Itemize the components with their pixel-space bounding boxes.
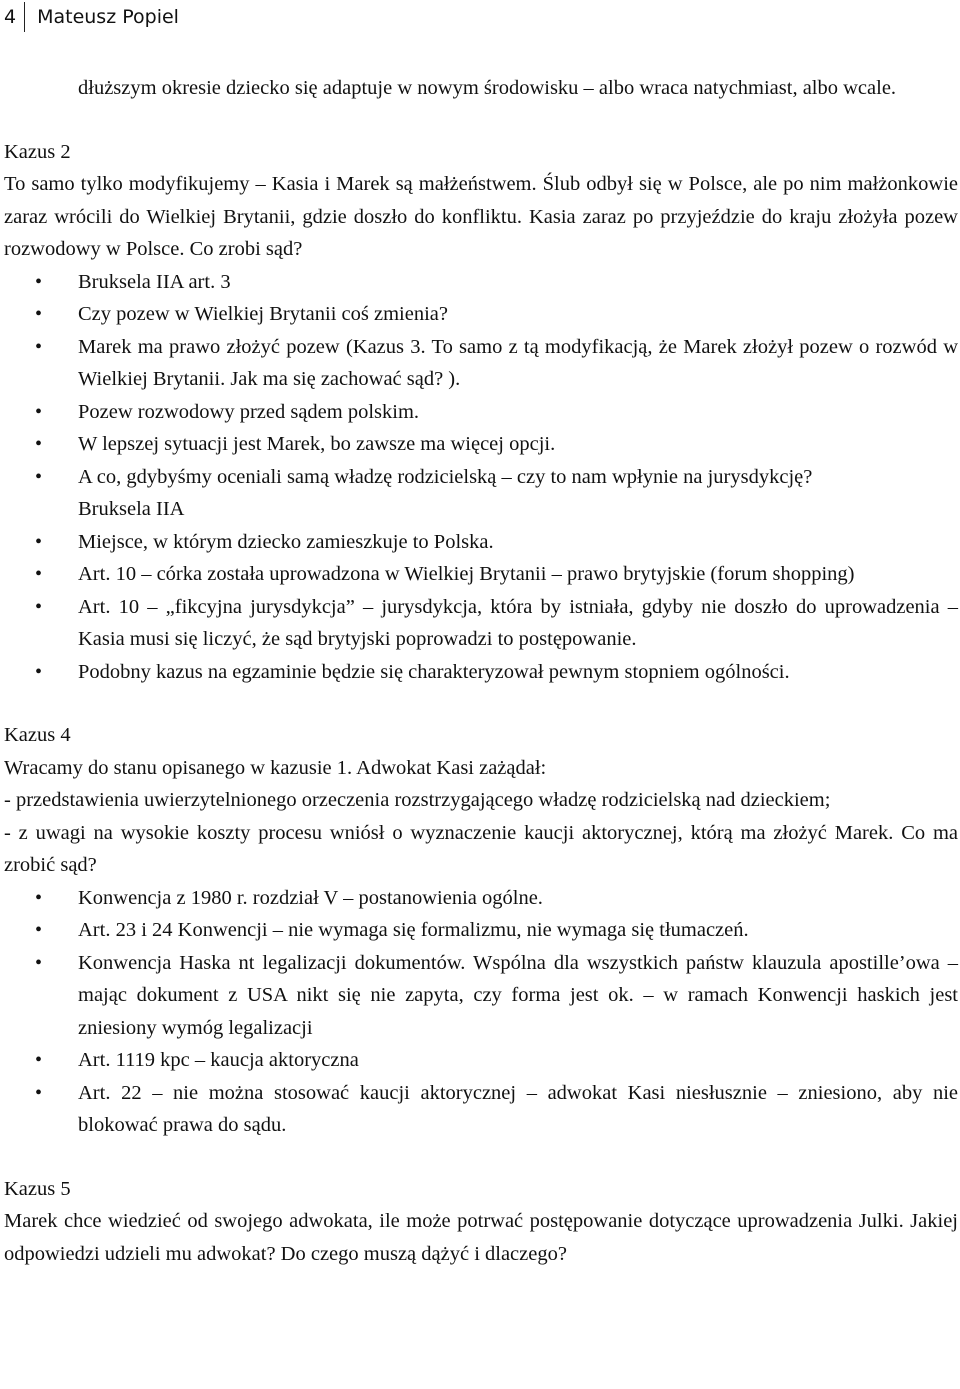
list-item: • Konwencja z 1980 r. rozdział V – postanowienia ogólne. — [4, 882, 958, 915]
list-item: • Art. 23 i 24 Konwencji – nie wymaga się formalizmu, nie wymaga się tłumaczeń. — [4, 914, 958, 947]
list-item: • Konwencja Haska nt legalizacji dokumentów. Wspólna dla wszystkich państw klauzula apostille’owa – mając dokument z USA nikt się nie zapyta, czy forma jest ok. – w ramach Konwencji haskich jest zniesiony wymóg legalizacji — [4, 947, 958, 1045]
kazus4-line3: - z uwagi na wysokie koszty procesu wniósł o wyznaczenie kaucji aktorycznej, którą ma złożyć Marek. Co ma zrobić sąd? — [4, 821, 958, 876]
kazus2-continuation: Bruksela IIA — [78, 498, 185, 520]
list-item: • Art. 22 – nie można stosować kaucji aktorycznej – adwokat Kasi niesłusznie – zniesiono, aby nie blokować prawa do sądu. — [4, 1077, 958, 1142]
kazus4-bullet-list — [4, 882, 958, 1142]
list-item: • Podobny kazus na egzaminie będzie się charakteryzował pewnym stopniem ogólności. — [4, 656, 958, 689]
kazus2-bullet-list — [4, 266, 958, 494]
list-item: • Art. 1119 kpc – kaucja aktoryczna — [4, 1044, 958, 1077]
kazus4-title: Kazus 4 — [4, 724, 71, 746]
kazus5-body: Marek chce wiedzieć od swojego adwokata, ile może potrwać postępowanie dotyczące uprowadzenia Julki. Jakiej odpowiedzi udzieli mu adwokat? Do czego muszą dążyć i dlaczego? — [4, 1210, 958, 1265]
kazus2-bullet-list-2 — [4, 526, 958, 689]
intro-continuation: dłuższym okresie dziecko się adaptuje w nowym środowisku – albo wraca natychmiast, albo wcale. — [78, 77, 897, 99]
document-body — [4, 72, 958, 1270]
kazus4-line2: - przedstawienia uwierzytelnionego orzeczenia rozstrzygającego władzę rodzicielską nad dzieckiem; — [4, 789, 831, 811]
list-item: • Marek ma prawo złożyć pozew (Kazus 3. To samo z tą modyfikacją, że Marek złożył pozew o rozwód w Wielkiej Brytanii. Jak ma się zachować sąd? ). — [4, 331, 958, 396]
kazus5-title: Kazus 5 — [4, 1177, 71, 1200]
list-item: • A co, gdybyśmy oceniali samą władzę rodzicielską – czy to nam wpłynie na jurysdykcję? — [4, 461, 958, 494]
kazus4-line1: Wracamy do stanu opisanego w kazusie 1. Adwokat Kasi zażądał: — [4, 756, 547, 779]
page-header — [0, 0, 179, 34]
kazus2-title: Kazus 2 — [4, 140, 71, 163]
list-item: • Miejsce, w którym dziecko zamieszkuje to Polska. — [4, 526, 958, 559]
list-item: • Pozew rozwodowy przed sądem polskim. — [4, 396, 958, 429]
kazus2-body: To samo tylko modyfikujemy – Kasia i Marek są małżeństwem. Ślub odbył się w Polsce, ale po nim małżonkowie zaraz wrócili do Wielkiej Brytanii, gdzie doszło do konfliktu. Kasia zaraz po przyjeździe do kraju złożyła pozew rozwodowy w Polsce. Co zrobi sąd? — [4, 173, 958, 260]
page-number: 4 — [0, 2, 25, 32]
list-item: • W lepszej sytuacji jest Marek, bo zawsze ma więcej opcji. — [4, 428, 958, 461]
list-item: • Art. 10 – „fikcyjna jurysdykcja” – jurysdykcja, która by istniała, gdyby nie doszło do uprowadzenia – Kasia musi się liczyć, że sąd brytyjski poprowadzi to postępowanie. — [4, 591, 958, 656]
list-item: • Czy pozew w Wielkiej Brytanii coś zmienia? — [4, 298, 958, 331]
list-item: • Bruksela IIA art. 3 — [4, 266, 958, 299]
list-item: • Art. 10 – córka została uprowadzona w Wielkiej Brytanii – prawo brytyjskie (forum shopping) — [4, 558, 958, 591]
author-name: Mateusz Popiel — [37, 6, 179, 28]
